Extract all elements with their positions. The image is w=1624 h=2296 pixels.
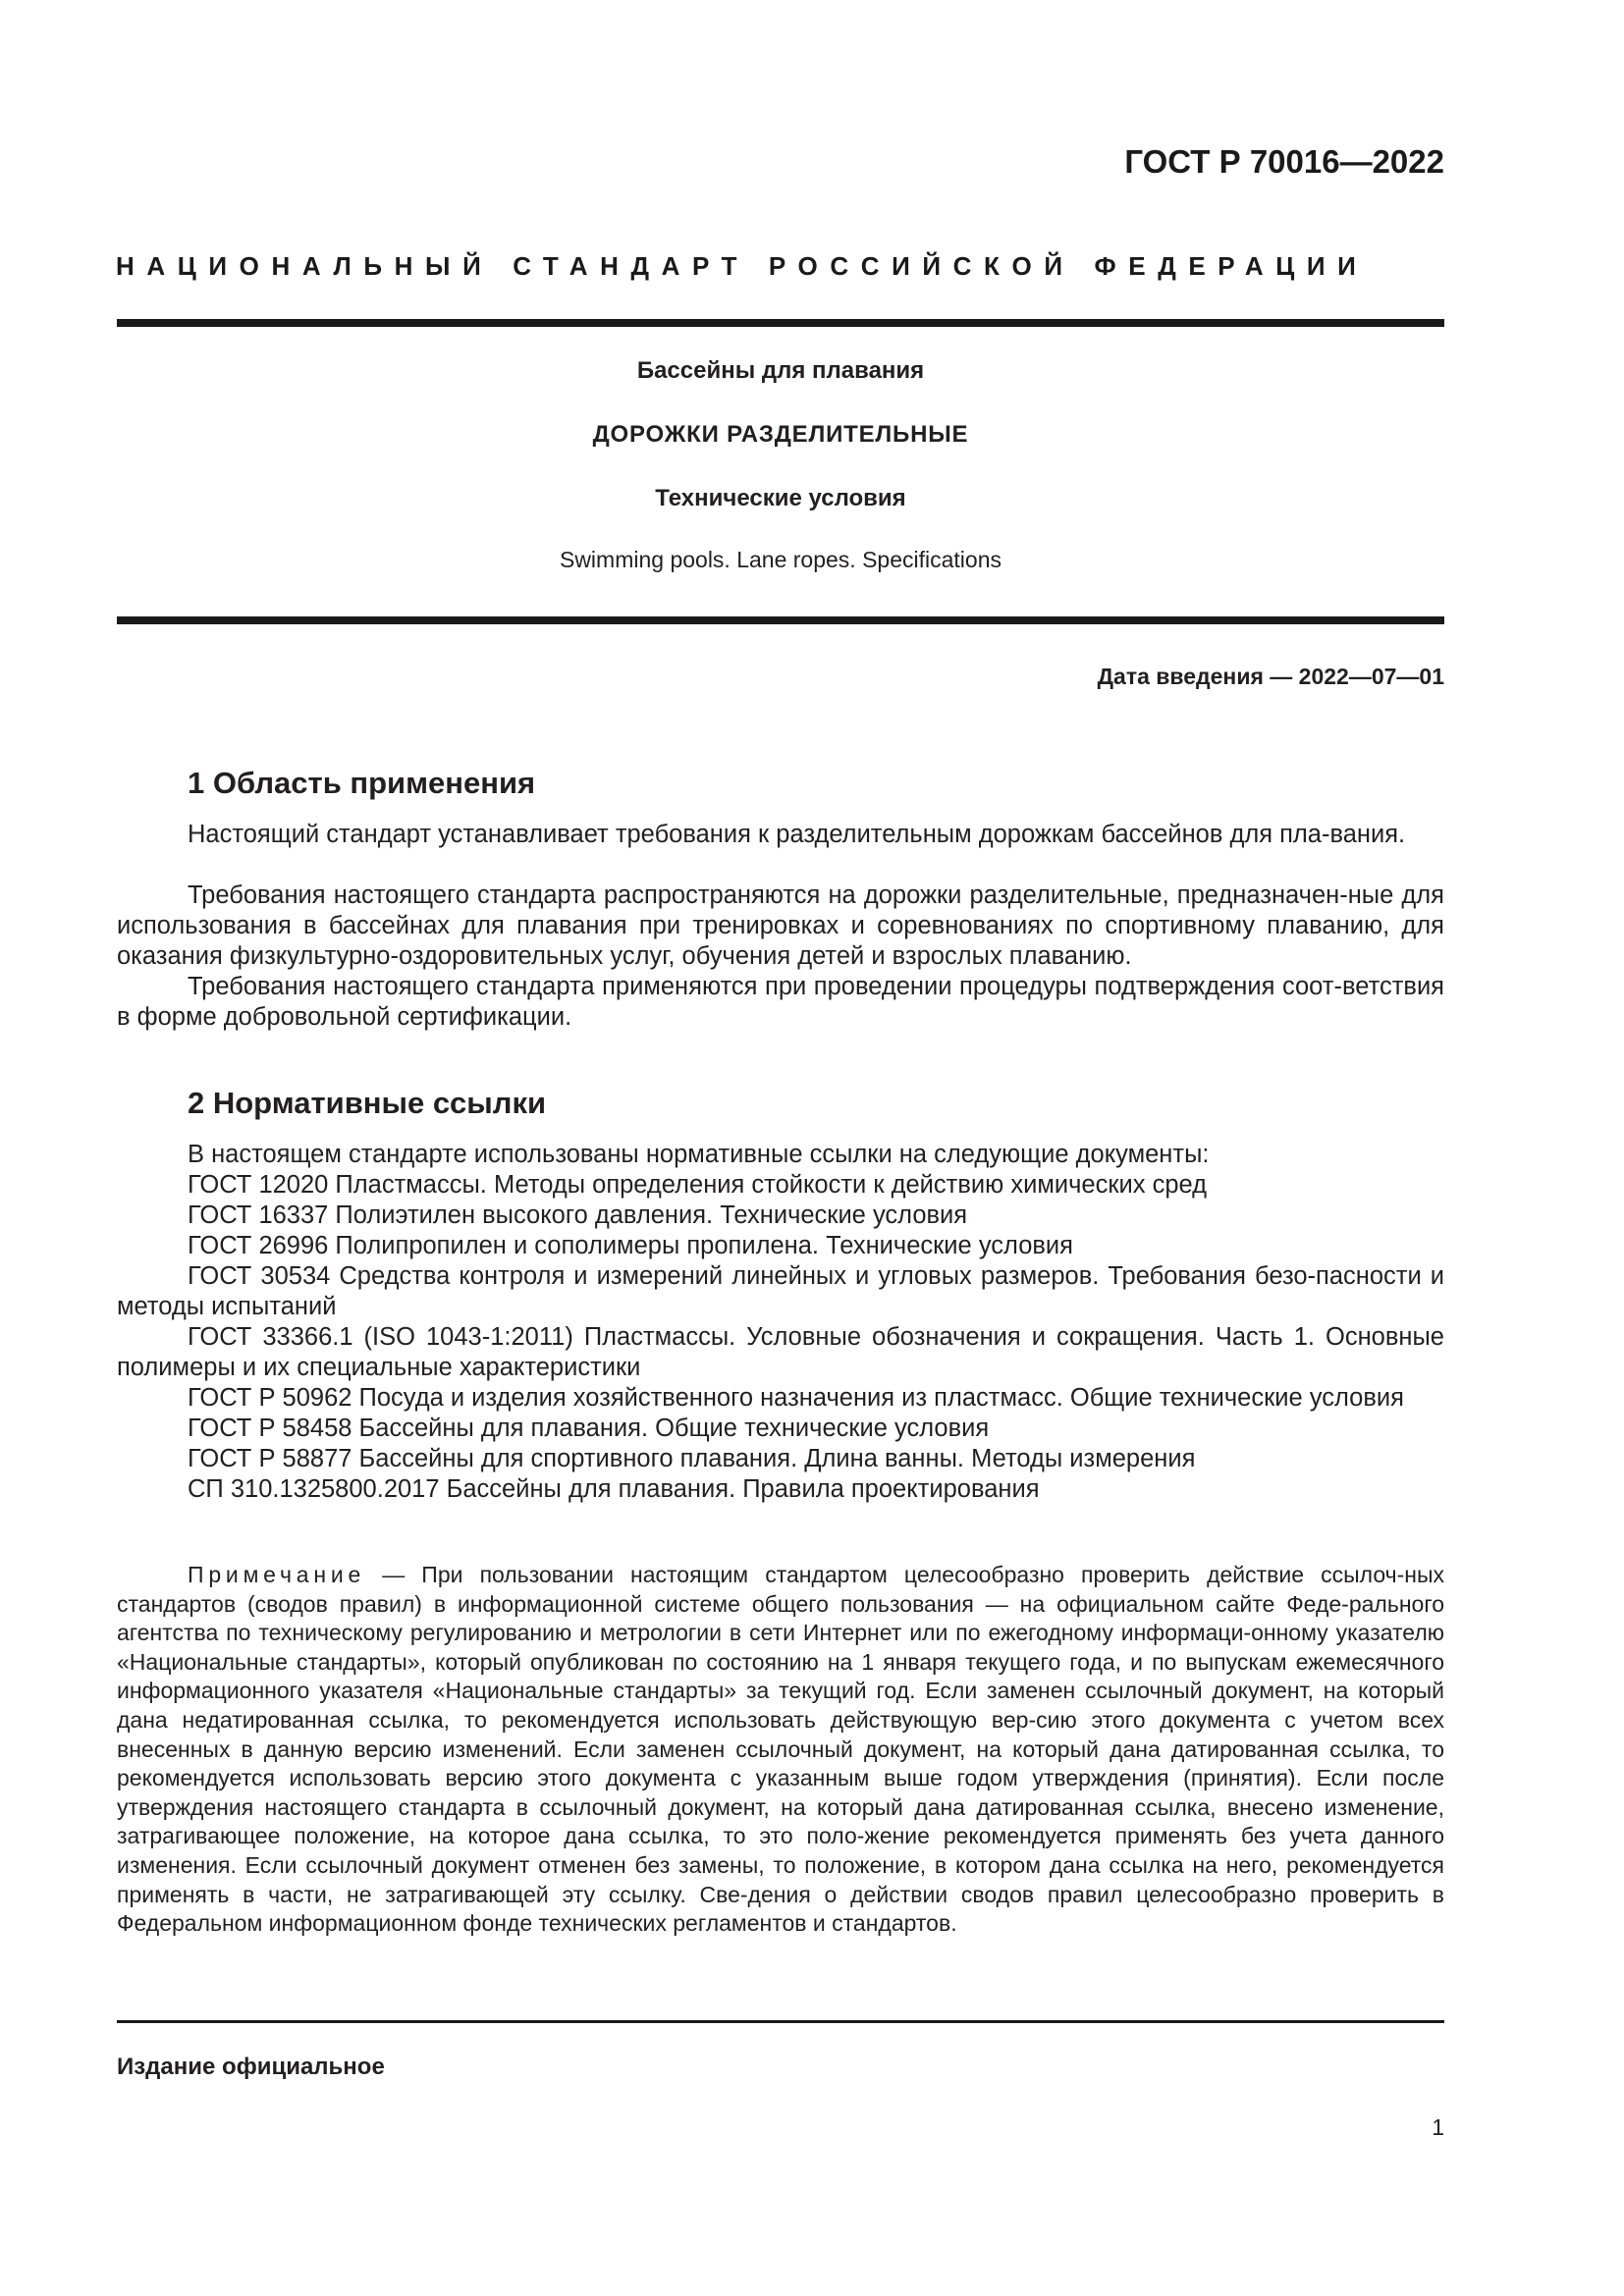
section-1-paragraph: Требования настоящего стандарта распространяются на дорожки разделительные, предназначен-ные для использования в бассейнах для плавания при тренировках и соревнованиях по спортивному плаванию, для оказания физкультурно-оздоровительных услуг, обучения детей и взрослых плаванию. — [117, 881, 1444, 970]
reference-item: ГОСТ 12020 Пластмассы. Методы определения стойкости к действию химических сред — [188, 1171, 1208, 1199]
references-list — [117, 1140, 1444, 1505]
top-rule — [117, 319, 1444, 327]
introduction-date: Дата введения — 2022—07—01 — [1097, 664, 1444, 689]
note-label: Примечание — [188, 1562, 366, 1587]
footer-rule — [117, 2020, 1444, 2023]
reference-item: СП 310.1325800.2017 Бассейны для плавания. Правила проектирования — [188, 1475, 1040, 1503]
reference-item: ГОСТ 33366.1 (ISO 1043-1:2011) Пластмассы. Условные обозначения и сокращения. Часть 1. Основные полимеры и их специальные характеристики — [117, 1323, 1444, 1381]
section-1-paragraph: Настоящий стандарт устанавливает требования к разделительным дорожкам бассейнов для пла-вания. — [188, 821, 1406, 848]
title-type: Технические условия — [655, 485, 906, 511]
official-edition-label: Издание официальное — [117, 2054, 385, 2080]
section-1-heading: 1 Область применения — [188, 766, 536, 800]
note-text: — При пользовании настоящим стандартом целесообразно проверить действие ссылоч-ных стандартов (сводов правил) в информационной системе общего пользования — на официальном сайте Феде-рального агентства по техническому регулированию и метрологии в сети Интернет или по ежегодному информаци-онному указателю «Национальные стандарты», который опубликован по состоянию на 1 января текущего года, и по выпускам ежемесячного информационного указателя «Национальные стандарты» за текущий год. Если заменен ссылочный документ, на который дана недатированная ссылка, то рекомендуется использовать действующую вер-сию этого документа с учетом всех внесенных в данную версию изменений. Если заменен ссылочный документ, на который дана датированная ссылка, то рекомендуется использовать версию этого документа с указанным выше годом утверждения (принятия). Если после утверждения настоящего стандарта в ссылочный документ, на который дана датированная ссылка, внесено изменение, затрагивающее положение, на которое дана ссылка, то это поло-жение рекомендуется применять без учета данного изменения. Если ссылочный документ отменен без замены, то положение, в котором дана ссылка на него, рекомендуется применять в части, не затрагивающей эту ссылку. Све-дения о действии сводов правил целесообразно проверить в Федеральном информационном фонде технических регламентов и стандартов. — [117, 1562, 1444, 1937]
reference-item: ГОСТ 16337 Полиэтилен высокого давления. Технические условия — [188, 1201, 968, 1229]
reference-item: ГОСТ Р 58877 Бассейны для спортивного плавания. Длина ванны. Методы измерения — [188, 1445, 1196, 1472]
page-number: 1 — [1432, 2114, 1444, 2140]
national-standard-label: НАЦИОНАЛЬНЫЙ СТАНДАРТ РОССИЙСКОЙ ФЕДЕРАЦИИ — [116, 251, 1369, 281]
reference-note — [117, 1561, 1444, 1939]
title-english: Swimming pools. Lane ropes. Specifications — [559, 547, 1001, 572]
section-2-heading: 2 Нормативные ссылки — [188, 1086, 547, 1120]
standard-code: ГОСТ Р 70016—2022 — [1124, 143, 1444, 180]
section-1-paragraph: Требования настоящего стандарта применяются при проведении процедуры подтверждения соот-ветствия в форме добровольной сертификации. — [117, 973, 1444, 1031]
title-group: Бассейны для плавания — [636, 357, 925, 384]
reference-item: ГОСТ 26996 Полипропилен и сополимеры пропилена. Технические условия — [188, 1232, 1073, 1259]
title-bottom-rule — [117, 616, 1444, 624]
reference-item: ГОСТ Р 58458 Бассейны для плавания. Общие технические условия — [188, 1415, 990, 1442]
references-intro: В настоящем стандарте использованы нормативные ссылки на следующие документы: — [188, 1141, 1210, 1168]
title-name: ДОРОЖКИ РАЗДЕЛИТЕЛЬНЫЕ — [592, 421, 969, 448]
reference-item: ГОСТ Р 50962 Посуда и изделия хозяйственного назначения из пластмасс. Общие технические условия — [188, 1384, 1404, 1412]
reference-item: ГОСТ 30534 Средства контроля и измерений линейных и угловых размеров. Требования безо-пасности и методы испытаний — [117, 1262, 1444, 1320]
